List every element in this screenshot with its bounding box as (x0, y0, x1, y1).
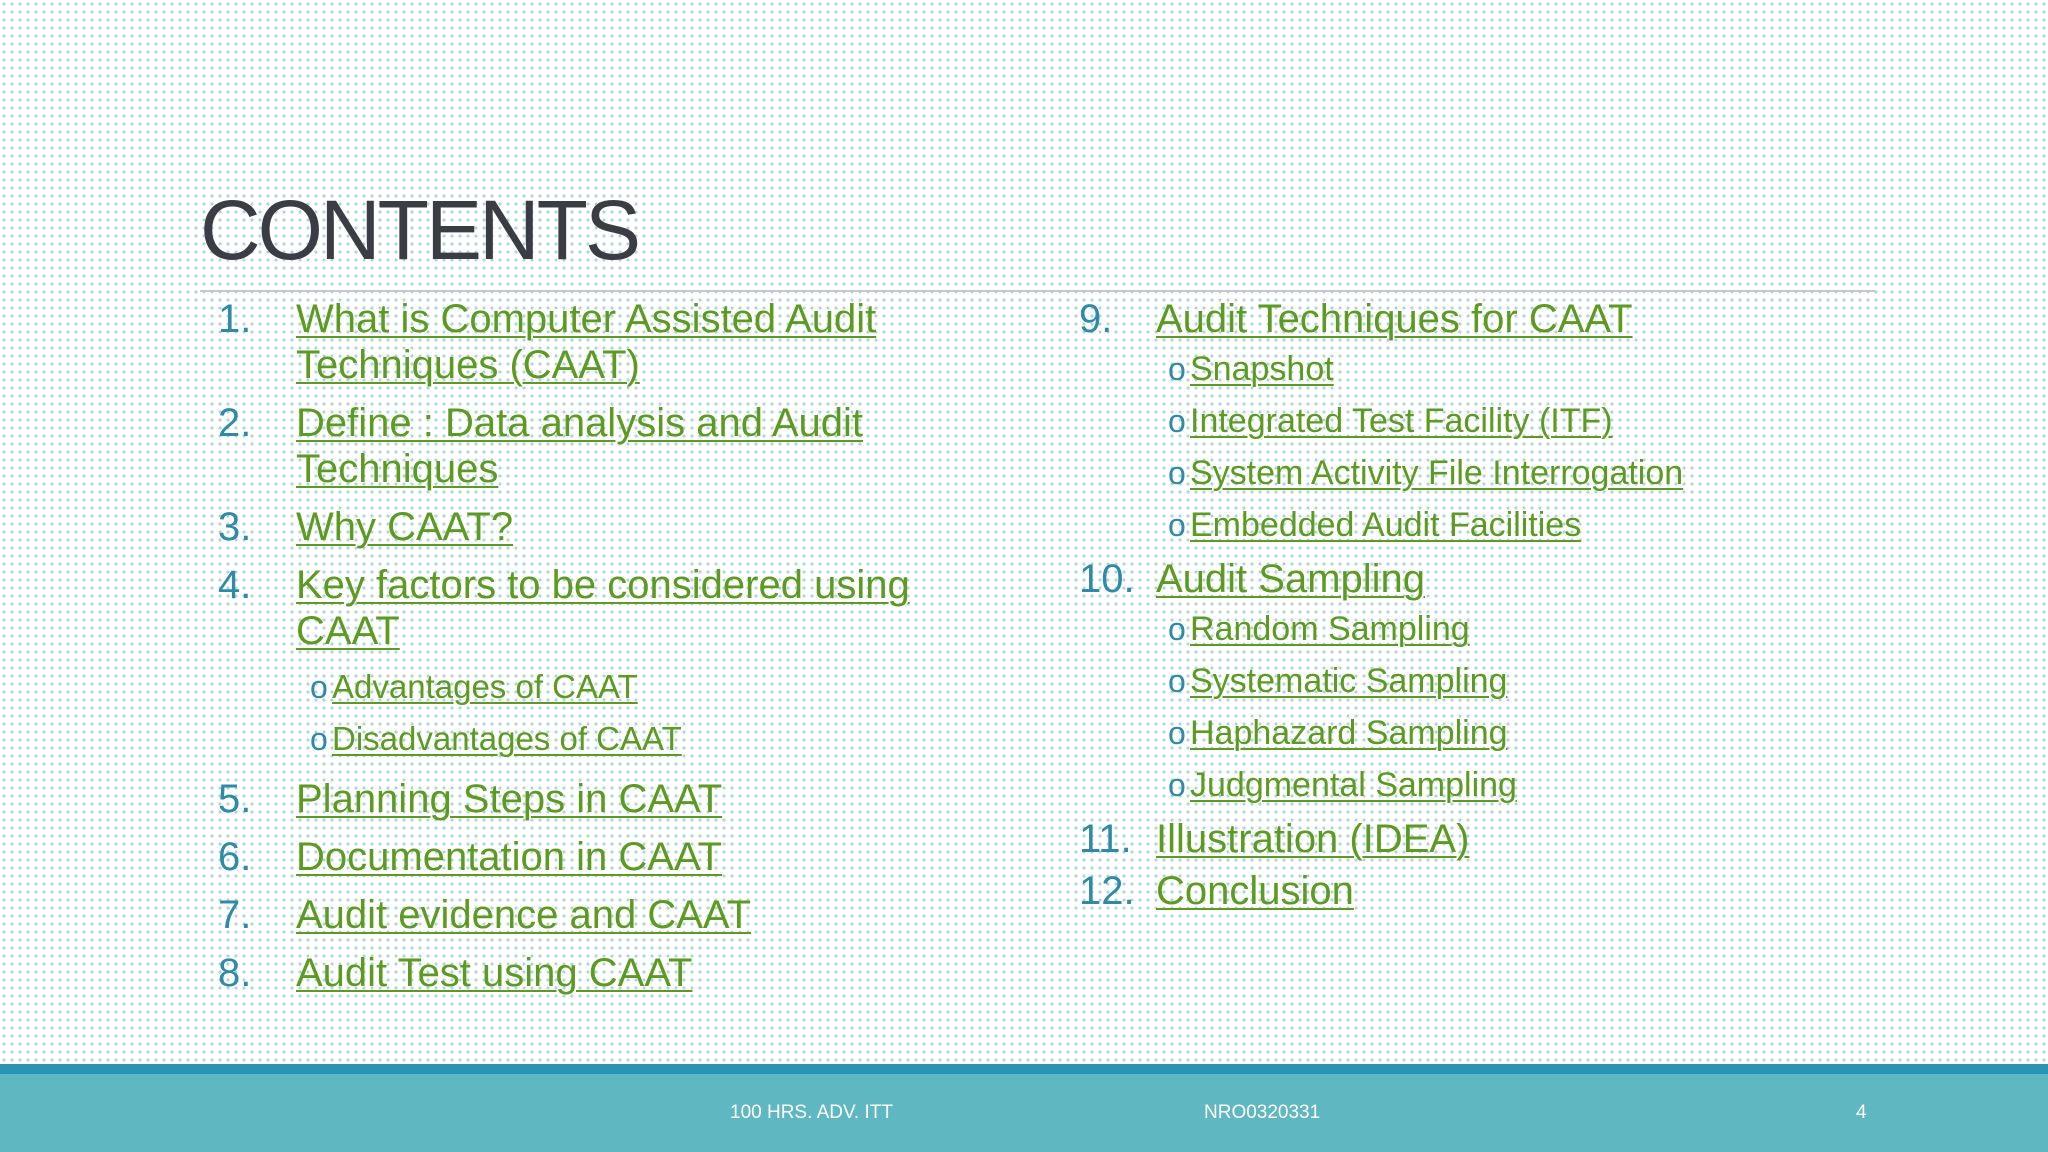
contents-link-data-analysis[interactable]: Define : Data analysis and Audit Techniques (296, 401, 864, 491)
item-number: 6. (218, 835, 252, 879)
bullet-icon: o (1168, 351, 1186, 387)
contents-link-snapshot[interactable]: Snapshot (1190, 350, 1334, 388)
bullet-icon: o (1168, 663, 1186, 699)
list-item (200, 296, 980, 388)
item-number: 10. (1079, 557, 1135, 601)
sub-list-item (1075, 504, 1875, 546)
contents-link-caat-definition[interactable]: What is Computer Assisted Audit Techniques (CAAT) (296, 297, 877, 387)
sub-list-item (1075, 452, 1875, 494)
list-item (1075, 296, 1875, 342)
list-item (1075, 868, 1875, 914)
item-number: 3. (218, 505, 252, 549)
contents-link-key-factors[interactable]: Key factors to be considered using CAAT (296, 563, 910, 653)
sub-list-item (1075, 660, 1875, 702)
bullet-icon: o (1168, 403, 1186, 439)
bullet-icon: o (310, 669, 328, 705)
list-item (1075, 556, 1875, 602)
title-divider (200, 290, 1875, 292)
item-number: 4. (218, 563, 252, 607)
list-item (200, 892, 980, 938)
list-item (200, 950, 980, 996)
contents-link-advantages[interactable]: Advantages of CAAT (332, 668, 638, 705)
contents-link-system-activity[interactable]: System Activity File Interrogation (1190, 454, 1684, 492)
item-number: 11. (1079, 817, 1132, 861)
item-number: 1. (218, 297, 252, 341)
contents-link-systematic-sampling[interactable]: Systematic Sampling (1190, 662, 1508, 700)
item-number: 2. (218, 401, 252, 445)
contents-list-left (200, 296, 980, 1008)
item-number: 8. (218, 951, 252, 995)
contents-link-embedded-audit[interactable]: Embedded Audit Facilities (1190, 506, 1582, 544)
contents-link-audit-evidence[interactable]: Audit evidence and CAAT (296, 893, 752, 937)
bullet-icon: o (1168, 611, 1186, 647)
contents-list-right (1075, 296, 1875, 920)
sub-list-item (1075, 712, 1875, 754)
footer-registration-number: NRO0320331 (1204, 1102, 1321, 1123)
sub-list-item (1075, 348, 1875, 390)
bullet-icon: o (1168, 715, 1186, 751)
footer-accent-band (0, 1064, 2048, 1074)
bullet-icon: o (1168, 767, 1186, 803)
contents-link-itf[interactable]: Integrated Test Facility (ITF) (1190, 402, 1613, 440)
item-number: 9. (1079, 297, 1113, 341)
list-item (200, 400, 980, 492)
slide-number: 4 (1856, 1102, 1867, 1123)
sub-list-item (1075, 608, 1875, 650)
contents-link-disadvantages[interactable]: Disadvantages of CAAT (332, 720, 682, 757)
contents-link-audit-techniques[interactable]: Audit Techniques for CAAT (1156, 297, 1633, 341)
contents-link-documentation[interactable]: Documentation in CAAT (296, 835, 723, 879)
contents-link-audit-sampling[interactable]: Audit Sampling (1156, 557, 1426, 601)
bullet-icon: o (1168, 455, 1186, 491)
bullet-icon: o (310, 721, 328, 757)
sub-list-item (200, 666, 980, 708)
contents-link-conclusion[interactable]: Conclusion (1156, 869, 1354, 913)
footer-course-label: 100 HRS. ADV. ITT (730, 1102, 893, 1123)
sub-list-item (1075, 764, 1875, 806)
page-title: CONTENTS (200, 183, 638, 277)
item-number: 7. (218, 893, 252, 937)
contents-link-haphazard-sampling[interactable]: Haphazard Sampling (1190, 714, 1508, 752)
contents-link-illustration[interactable]: Illustration (IDEA) (1156, 817, 1470, 861)
contents-link-planning-steps[interactable]: Planning Steps in CAAT (296, 777, 723, 821)
list-item (200, 776, 980, 822)
list-item (200, 834, 980, 880)
sub-list-item (200, 718, 980, 760)
footer-bar (0, 1074, 2048, 1152)
contents-link-audit-test[interactable]: Audit Test using CAAT (296, 951, 693, 995)
item-number: 5. (218, 777, 252, 821)
list-item (200, 562, 980, 654)
contents-link-random-sampling[interactable]: Random Sampling (1190, 610, 1470, 648)
sub-list-item (1075, 400, 1875, 442)
contents-link-why-caat[interactable]: Why CAAT? (296, 505, 514, 549)
contents-link-judgmental-sampling[interactable]: Judgmental Sampling (1190, 766, 1517, 804)
item-number: 12. (1079, 869, 1135, 913)
list-item (1075, 816, 1875, 862)
list-item (200, 504, 980, 550)
bullet-icon: o (1168, 507, 1186, 543)
